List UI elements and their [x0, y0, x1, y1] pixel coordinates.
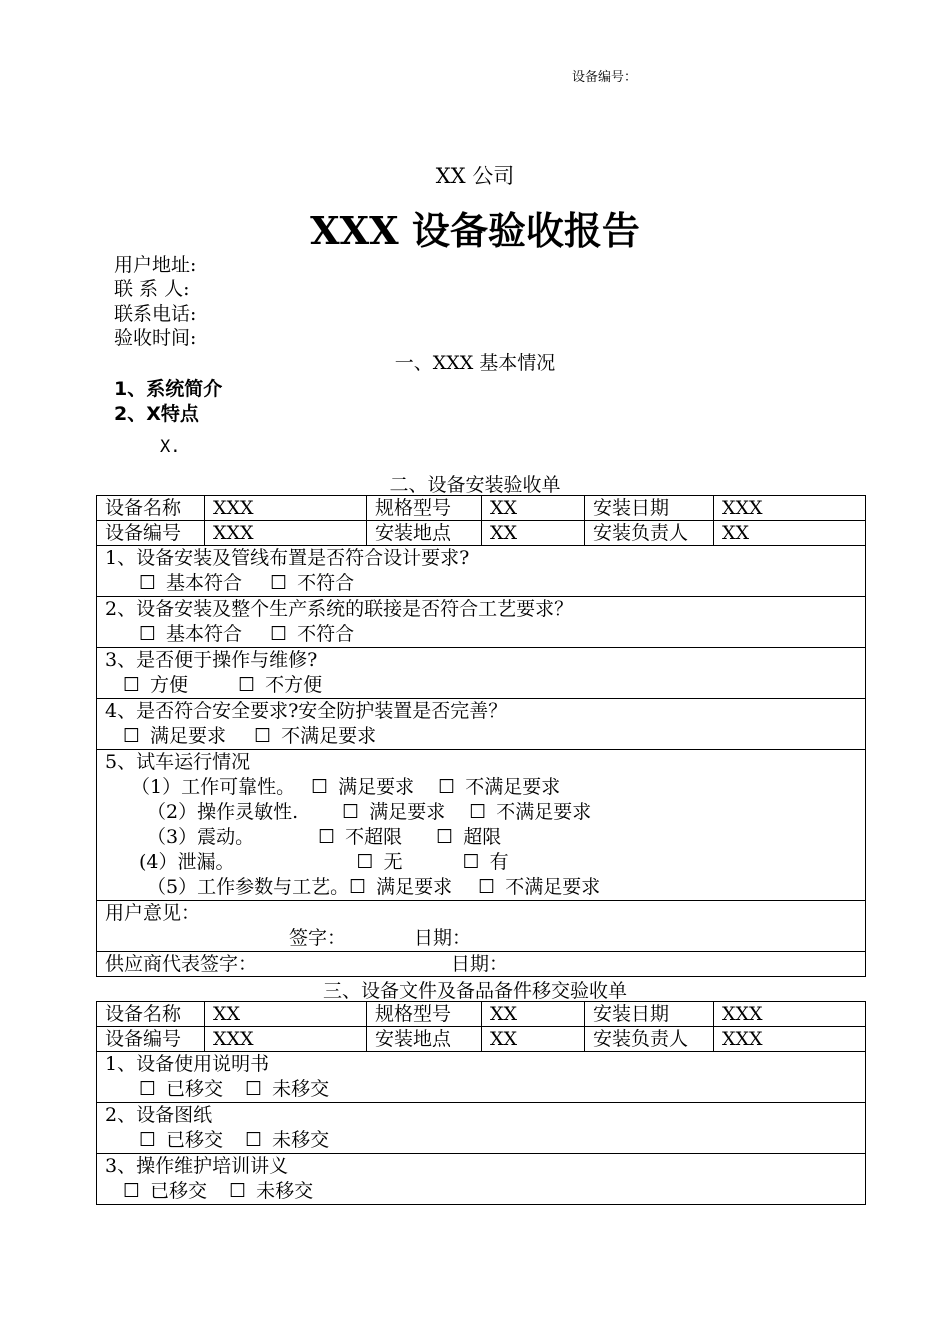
run-item-label: （2）操作灵敏性. — [147, 801, 299, 823]
opinion-row — [97, 901, 866, 952]
cell-device-name-label: 设备名称 — [97, 1002, 205, 1027]
checkbox-5-5a[interactable]: ☐ — [349, 876, 367, 898]
cell-device-number-label: 设备编号 — [97, 521, 205, 546]
checkbox-5-1b[interactable]: ☐ — [438, 776, 456, 798]
option-label: 未移交 — [272, 1129, 330, 1151]
checkbox-5-2a[interactable]: ☐ — [342, 801, 360, 823]
checkbox-3a[interactable]: ☐ — [123, 674, 141, 696]
section1-heading: 一、XXX 基本情况 — [394, 352, 556, 374]
section1-note: X. — [160, 437, 181, 457]
checkbox-h3b[interactable]: ☐ — [229, 1180, 247, 1202]
option-label: 基本符合 — [166, 623, 243, 645]
option-label: 未移交 — [256, 1180, 314, 1202]
checkbox-2b[interactable]: ☐ — [270, 623, 288, 645]
option-label: 无 — [383, 851, 403, 873]
option-label: 已移交 — [166, 1129, 224, 1151]
option-label: 满足要求 — [369, 801, 446, 823]
checkbox-h1a[interactable]: ☐ — [139, 1078, 157, 1100]
handover-1-text: 1、设备使用说明书 — [105, 1053, 270, 1075]
document-handover-table — [96, 1001, 866, 1205]
option-label: 有 — [489, 851, 509, 873]
checkbox-5-5b[interactable]: ☐ — [478, 876, 496, 898]
cell-device-number-label: 设备编号 — [97, 1027, 205, 1052]
run-item-label: （5）工作参数与工艺。 — [147, 876, 350, 898]
checkbox-5-1a[interactable]: ☐ — [311, 776, 329, 798]
checkbox-1a[interactable]: ☐ — [139, 572, 157, 594]
run-item-label: （3）震动。 — [147, 826, 255, 848]
cell-install-date-label: 安装日期 — [585, 1002, 714, 1027]
option-label: 基本符合 — [166, 572, 243, 594]
checkbox-h2a[interactable]: ☐ — [139, 1129, 157, 1151]
handover-row — [97, 1052, 866, 1103]
question-2-text: 2、设备安装及整个生产系统的联接是否符合工艺要求？ — [105, 598, 574, 620]
checkbox-4b[interactable]: ☐ — [254, 725, 272, 747]
supplier-row — [97, 952, 866, 977]
checkbox-h2b[interactable]: ☐ — [245, 1129, 263, 1151]
checkbox-h3a[interactable]: ☐ — [123, 1180, 141, 1202]
question-5-text: 5、试车运行情况 — [105, 751, 251, 773]
sign-label: 签字： — [289, 927, 347, 949]
option-label: 不超限 — [345, 826, 403, 848]
section2-heading: 二、设备安装验收单 — [389, 474, 561, 496]
option-label: 未移交 — [272, 1078, 330, 1100]
date-label: 日期： — [414, 927, 472, 949]
cell-install-manager-value: XX — [714, 521, 866, 546]
option-label: 不符合 — [297, 572, 355, 594]
option-label: 已移交 — [150, 1180, 208, 1202]
checkbox-1b[interactable]: ☐ — [270, 572, 288, 594]
checkbox-5-4a[interactable]: ☐ — [356, 851, 374, 873]
option-label: 不符合 — [297, 623, 355, 645]
table-row — [97, 1027, 866, 1052]
cell-device-name-value: XXX — [205, 496, 367, 521]
question-row — [97, 597, 866, 648]
option-label: 已移交 — [166, 1078, 224, 1100]
handover-row — [97, 1154, 866, 1205]
cell-install-location-value: XX — [482, 521, 585, 546]
checkbox-5-2b[interactable]: ☐ — [469, 801, 487, 823]
cell-install-manager-value: XXX — [714, 1027, 866, 1052]
checkbox-5-4b[interactable]: ☐ — [462, 851, 480, 873]
user-opinion-label: 用户意见： — [105, 902, 201, 924]
device-number-label: 设备编号： — [572, 70, 638, 85]
option-label: 方便 — [150, 674, 189, 696]
cell-install-manager-label: 安装负责人 — [585, 521, 714, 546]
page-title: XXX 设备验收报告 — [310, 208, 640, 253]
cell-spec-label: 规格型号 — [367, 1002, 482, 1027]
table-row — [97, 496, 866, 521]
question-row — [97, 750, 866, 901]
checkbox-2a[interactable]: ☐ — [139, 623, 157, 645]
handover-row — [97, 1103, 866, 1154]
question-row — [97, 648, 866, 699]
option-label: 满足要求 — [338, 776, 415, 798]
acceptance-time-label: 验收时间: — [114, 327, 197, 349]
cell-device-name-value: XX — [205, 1002, 367, 1027]
phone-label: 联系电话: — [114, 303, 197, 325]
table-row — [97, 1002, 866, 1027]
cell-device-number-value: XXX — [205, 1027, 367, 1052]
cell-install-date-value: XXX — [714, 496, 866, 521]
cell-device-number-value: XXX — [205, 521, 367, 546]
question-1-text: 1、设备安装及管线布置是否符合设计要求? — [105, 547, 470, 569]
checkbox-5-3b[interactable]: ☐ — [436, 826, 454, 848]
section1-item-features: 2、X特点 — [114, 403, 199, 425]
contact-label: 联 系 人: — [114, 278, 190, 300]
checkbox-3b[interactable]: ☐ — [238, 674, 256, 696]
cell-install-date-value: XXX — [714, 1002, 866, 1027]
cell-install-manager-label: 安装负责人 — [585, 1027, 714, 1052]
cell-install-location-label: 安装地点 — [367, 1027, 482, 1052]
run-item-label: （1）工作可靠性。 — [131, 776, 296, 798]
section1-item-system: 1、系统简介 — [114, 378, 223, 400]
question-row — [97, 699, 866, 750]
cell-install-location-value: XX — [482, 1027, 585, 1052]
installation-acceptance-table — [96, 495, 866, 977]
option-label: 超限 — [463, 826, 502, 848]
cell-spec-value: XX — [482, 496, 585, 521]
option-label: 满足要求 — [150, 725, 227, 747]
address-label: 用户地址: — [114, 254, 197, 276]
option-label: 满足要求 — [376, 876, 453, 898]
cell-install-location-label: 安装地点 — [367, 521, 482, 546]
run-item-label: (4）泄漏。 — [139, 851, 235, 873]
checkbox-h1b[interactable]: ☐ — [245, 1078, 263, 1100]
supplier-date-label: 日期： — [451, 953, 509, 975]
option-label: 不满足要求 — [281, 725, 377, 747]
supplier-sign-label: 供应商代表签字： — [105, 953, 258, 975]
table-row — [97, 521, 866, 546]
cell-spec-label: 规格型号 — [367, 496, 482, 521]
cell-install-date-label: 安装日期 — [585, 496, 714, 521]
option-label: 不满足要求 — [465, 776, 561, 798]
handover-3-text: 3、操作维护培训讲义 — [105, 1155, 289, 1177]
section3-heading: 三、设备文件及备品备件移交验收单 — [322, 980, 627, 1002]
handover-2-text: 2、设备图纸 — [105, 1104, 213, 1126]
option-label: 不满足要求 — [505, 876, 601, 898]
company-name: XX 公司 — [435, 164, 515, 188]
checkbox-4a[interactable]: ☐ — [123, 725, 141, 747]
cell-spec-value: XX — [482, 1002, 585, 1027]
checkbox-5-3a[interactable]: ☐ — [318, 826, 336, 848]
question-4-text: 4、是否符合安全要求?安全防护装置是否完善？ — [105, 700, 508, 722]
question-3-text: 3、是否便于操作与维修? — [105, 649, 318, 671]
option-label: 不方便 — [265, 674, 323, 696]
cell-device-name-label: 设备名称 — [97, 496, 205, 521]
question-row — [97, 546, 866, 597]
option-label: 不满足要求 — [496, 801, 592, 823]
